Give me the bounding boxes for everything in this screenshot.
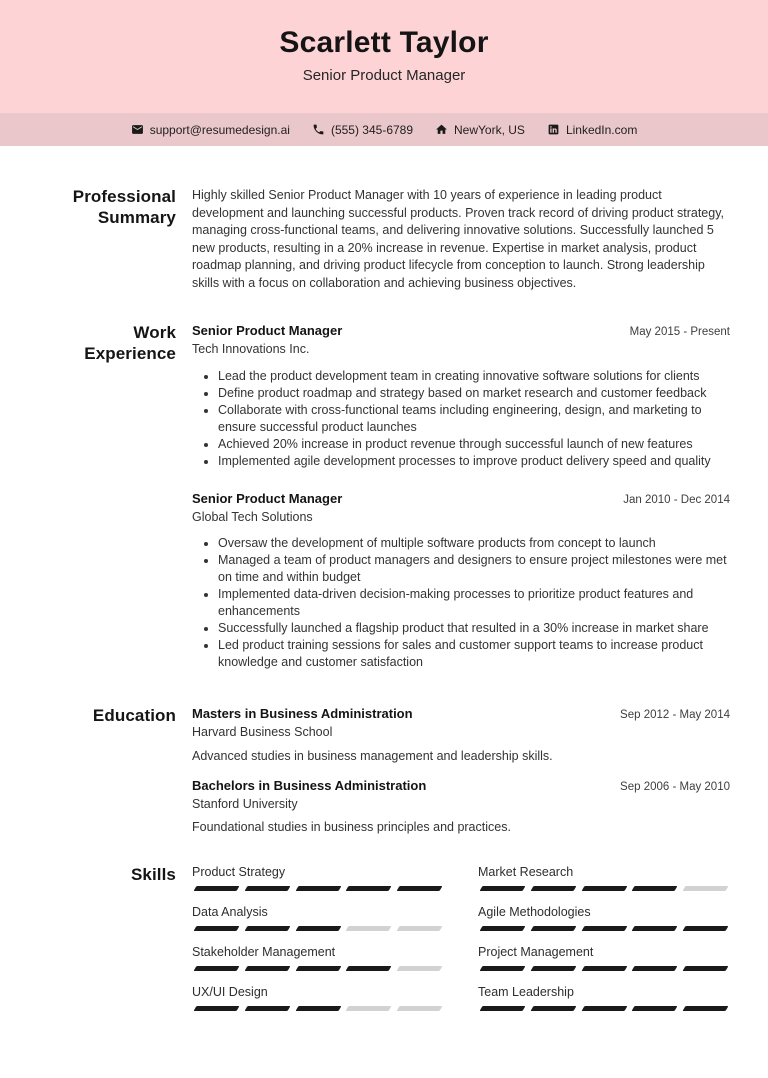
skill-segment-filled [480, 1006, 526, 1011]
skill-segment-filled [632, 966, 678, 971]
education-description: Foundational studies in business principles and practices. [192, 820, 511, 834]
skill-level-bar [192, 1006, 444, 1011]
education-entry [192, 705, 730, 765]
skill-item [192, 984, 444, 1011]
school: Stanford University [192, 796, 298, 811]
job-dates: Jan 2010 - Dec 2014 [623, 493, 730, 506]
section-education [0, 705, 768, 836]
skill-segment-filled [194, 966, 240, 971]
skill-segment-filled [244, 926, 290, 931]
skill-name: Agile Methodologies [478, 905, 591, 919]
skill-segment-empty [397, 966, 443, 971]
resume-body [0, 146, 768, 1011]
job-role: Senior Product Manager [192, 490, 343, 506]
skill-segment-empty [397, 926, 443, 931]
skill-segment-filled [632, 926, 678, 931]
skill-segment-filled [581, 886, 627, 891]
bullet-item: • Define product roadmap and strategy based on market research and customer feedback [218, 385, 730, 402]
person-name: Scarlett Taylor [279, 26, 489, 59]
section-title-experience: Work Experience [84, 323, 176, 363]
skill-segment-filled [244, 1006, 290, 1011]
linkedin-icon [547, 123, 560, 136]
skill-segment-filled [397, 886, 443, 891]
skill-segment-empty [346, 926, 392, 931]
skill-item [478, 944, 730, 971]
skill-item [192, 944, 444, 971]
bullet-item: • Oversaw the development of multiple software products from concept to launch [218, 535, 730, 552]
skill-segment-filled [683, 1006, 729, 1011]
education-description: Advanced studies in business management and leadership skills. [192, 748, 553, 763]
skill-segment-filled [244, 966, 290, 971]
skill-level-bar [192, 926, 444, 931]
job-company: Global Tech Solutions [192, 509, 313, 524]
skill-level-bar [478, 886, 730, 891]
skill-segment-filled [194, 926, 240, 931]
skill-segment-filled [530, 1006, 576, 1011]
section-work-experience [0, 322, 768, 671]
skill-segment-filled [480, 926, 526, 931]
skill-segment-empty [346, 1006, 392, 1011]
education-entry [192, 777, 730, 837]
job-company: Tech Innovations Inc. [192, 342, 310, 356]
skill-segment-filled [530, 966, 576, 971]
bullet-item: • Led product training sessions for sales and customer support teams to increase product knowledge and customer satisfaction [218, 637, 730, 671]
skill-segment-filled [346, 966, 392, 971]
skill-segment-empty [397, 1006, 443, 1011]
skill-segment-filled [480, 886, 526, 891]
skill-item [478, 984, 730, 1011]
skills-grid [192, 864, 730, 1011]
skill-name: Team Leadership [478, 985, 574, 999]
skill-level-bar [478, 1006, 730, 1011]
contact-phone [312, 123, 413, 137]
bullet-item: • Achieved 20% increase in product revenue through successful launch of new features [218, 436, 730, 453]
bullet-item: • Implemented agile development processes to improve product delivery speed and quality [218, 453, 730, 470]
resume-header [0, 0, 768, 113]
skill-item [192, 864, 444, 891]
skill-name: UX/UI Design [192, 985, 268, 999]
skill-segment-filled [581, 1006, 627, 1011]
skill-segment-filled [480, 966, 526, 971]
contact-linkedin-text: LinkedIn.com [565, 122, 638, 137]
skill-segment-filled [295, 886, 341, 891]
bullet-item: • Managed a team of product managers and designers to ensure project milestones were met on time and within budget [218, 552, 730, 586]
degree: Bachelors in Business Administration [192, 777, 427, 793]
skill-level-bar [478, 926, 730, 931]
degree: Masters in Business Administration [192, 706, 413, 721]
education-dates: Sep 2006 - May 2010 [620, 780, 730, 793]
contact-location-text: NewYork, US [454, 122, 525, 137]
contact-location [435, 123, 525, 137]
skill-segment-filled [295, 966, 341, 971]
skill-segment-filled [632, 1006, 678, 1011]
skill-segment-filled [683, 966, 729, 971]
skill-level-bar [192, 966, 444, 971]
email-icon [131, 123, 144, 136]
skill-level-bar [192, 886, 444, 891]
skill-segment-filled [632, 886, 678, 891]
bullet-item: • Collaborate with cross-functional teams including engineering, design, and marketing to ensure successful product launches [218, 402, 730, 436]
skill-name: Market Research [478, 865, 574, 879]
skill-segment-filled [581, 966, 627, 971]
skill-segment-filled [530, 926, 576, 931]
skill-name: Product Strategy [192, 865, 286, 879]
bullet-item: • Lead the product development team in creating innovative software solutions for clients [218, 368, 730, 385]
contact-phone-text: (555) 345-6789 [330, 122, 414, 137]
job-dates: May 2015 - Present [629, 326, 730, 338]
section-title-education: Education [92, 706, 176, 725]
education-dates: Sep 2012 - May 2014 [620, 709, 730, 721]
skill-name: Stakeholder Management [192, 945, 336, 959]
section-professional-summary [0, 186, 768, 292]
skill-segment-filled [581, 926, 627, 931]
skill-segment-empty [683, 886, 729, 891]
home-icon [435, 123, 448, 136]
bullet-item: • Implemented data-driven decision-making processes to prioritize product features and enhancements [218, 586, 730, 620]
section-title-summary: Professional Summary [72, 187, 176, 227]
job-entry [192, 490, 730, 672]
contact-email [131, 123, 290, 137]
bullet-item: • Successfully launched a flagship product that resulted in a 30% increase in market share [218, 620, 730, 637]
job-role: Senior Product Manager [192, 323, 343, 338]
phone-icon [312, 123, 325, 136]
skill-segment-filled [295, 1006, 341, 1011]
school: Harvard Business School [192, 725, 333, 739]
summary-text: Highly skilled Senior Product Manager with 10 years of experience in leading product development and launching successful products. Proven track record of driving product strategy, managing cross-functional teams, and delivering innovative solutions. Successfully launched 5 new products, resulting in a 20% increase in revenue. Expertise in market analysis, product roadmap planning, and driving product lifecycle from conception to launch. Strong leadership skills with a focus on collaboration and achieving business objectives. [192, 188, 724, 290]
skill-segment-filled [244, 886, 290, 891]
skill-segment-filled [530, 886, 576, 891]
skill-item [478, 904, 730, 931]
job-entry [192, 322, 730, 470]
section-title-skills: Skills [130, 865, 176, 884]
skill-item [192, 904, 444, 931]
skill-segment-filled [683, 926, 729, 931]
skill-segment-filled [295, 926, 341, 931]
skill-name: Project Management [478, 945, 594, 959]
person-job-title: Senior Product Manager [302, 67, 466, 84]
skill-segment-filled [194, 1006, 240, 1011]
skill-segment-filled [194, 886, 240, 891]
skill-name: Data Analysis [192, 905, 268, 919]
contact-linkedin [547, 123, 637, 137]
contact-email-text: support@resumedesign.ai [149, 122, 290, 137]
contact-bar [0, 113, 768, 146]
skill-item [478, 864, 730, 891]
job-bullet-list [192, 368, 730, 470]
skill-segment-filled [346, 886, 392, 891]
skill-level-bar [478, 966, 730, 971]
job-bullet-list [192, 535, 730, 671]
section-skills [0, 864, 768, 1011]
